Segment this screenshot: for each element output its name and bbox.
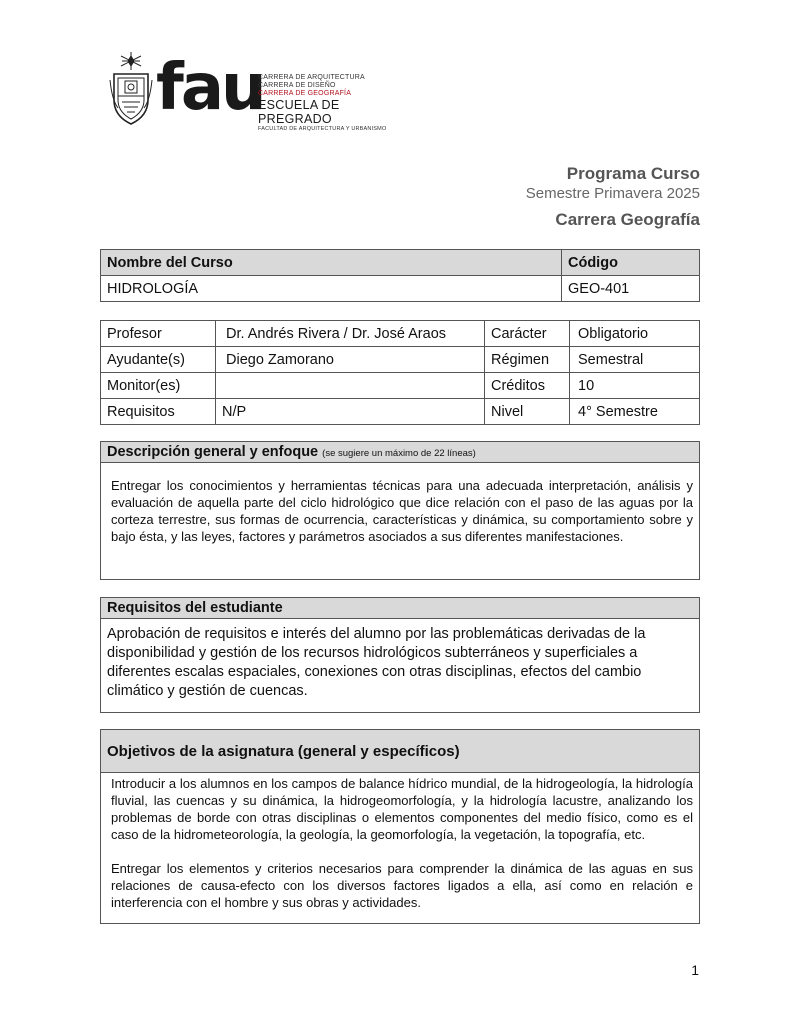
description-heading: [101, 442, 699, 463]
page-number: 1: [691, 962, 699, 978]
course-info-table: [100, 320, 700, 425]
fau-wordmark: fau: [156, 51, 264, 125]
regimen-value: Semestral: [570, 347, 700, 373]
program-title: Programa Curso: [566, 164, 700, 183]
monitor-label: Monitor(es): [101, 373, 216, 399]
objectives-paragraph-1: Introducir a los alumnos en los campos de balance hídrico mundial, de la hidrogeología, la hidrología fluvial, las cuencas y su dinámica, la hidrogeomorfología, y la hidrología lacustre, analizando los problemas de borde con otras disciplinas o elementos componentes del medio físico, como es el caso de la hidrometeorología, la geología, la geomorfología, la vegetación, la topografía, etc.: [111, 776, 693, 842]
ayudante-value: Diego Zamorano: [216, 347, 485, 373]
requirements-text: Aprobación de requisitos e interés del alumno por las problemáticas derivadas de la disponibilidad y gestión de los recursos hidrológicos subterráneos y superficiales a diferentes escalas espaciales, conexiones con otras disciplinas, efectos del cambio climático y gestión de cuencas.: [107, 626, 646, 699]
career-geography: CARRERA DE GEOGRAFÍA: [258, 90, 352, 97]
description-text: Entregar los conocimientos y herramientas técnicas para una adecuada interpretación, análisis y evaluación de aquella parte del ciclo hidrológico que dice relación con el paso de las aguas por la corteza terrestre, sus formas de ocurrencia, características y dinámica, su comportamiento sobre y bajo ésta, y las leyes, factores y parámetros asociados a sus diferentes manifestaciones.: [111, 478, 693, 544]
fau-logo: [108, 50, 408, 130]
requirements-section: [100, 597, 700, 713]
objectives-heading: Objetivos de la asignatura (general y específicos): [101, 730, 699, 773]
objectives-paragraph-2: Entregar los elementos y criterios necesarios para comprender la dinámica de las aguas en sus relaciones de causa-efecto con los diversos factores ligados a ella, así como en relación e interferencia con el hombre y sus obras y actividades.: [111, 861, 693, 910]
profesor-label: Profesor: [101, 321, 216, 347]
objectives-body: [101, 773, 699, 911]
caracter-label: Carácter: [485, 321, 570, 347]
creditos-label: Créditos: [485, 373, 570, 399]
course-code-header: Código: [562, 250, 700, 276]
career-architecture: CARRERA DE ARQUITECTURA: [258, 74, 365, 81]
career-title: Carrera Geografía: [555, 210, 700, 229]
creditos-value: 10: [570, 373, 700, 399]
title-block: [526, 163, 700, 231]
profesor-value: Dr. Andrés Rivera / Dr. José Araos: [216, 321, 485, 347]
requirements-heading: Requisitos del estudiante: [101, 598, 699, 619]
faculty-name: FACULTAD DE ARQUITECTURA Y URBANISMO: [258, 126, 387, 132]
logo-careers: [258, 74, 408, 133]
career-design: CARRERA DE DISEÑO: [258, 82, 336, 89]
university-crest-icon: [108, 50, 154, 126]
regimen-label: Régimen: [485, 347, 570, 373]
course-table: [100, 249, 700, 302]
objectives-section: [100, 729, 700, 924]
description-section: [100, 441, 700, 580]
description-heading-text: Descripción general y enfoque: [107, 444, 319, 460]
requisitos-value: N/P: [216, 399, 485, 425]
course-name-header: Nombre del Curso: [101, 250, 562, 276]
monitor-value: [216, 373, 485, 399]
semester-label: Semestre Primavera 2025: [525, 185, 700, 202]
description-note: (se sugiere un máximo de 22 líneas): [322, 448, 476, 459]
ayudante-label: Ayudante(s): [101, 347, 216, 373]
requisitos-label: Requisitos: [101, 399, 216, 425]
nivel-label: Nivel: [485, 399, 570, 425]
course-name: HIDROLOGÍA: [101, 276, 562, 302]
school-name: ESCUELA DE PREGRADO: [258, 98, 340, 126]
nivel-value: 4° Semestre: [570, 399, 700, 425]
course-code: GEO-401: [562, 276, 700, 302]
caracter-value: Obligatorio: [570, 321, 700, 347]
